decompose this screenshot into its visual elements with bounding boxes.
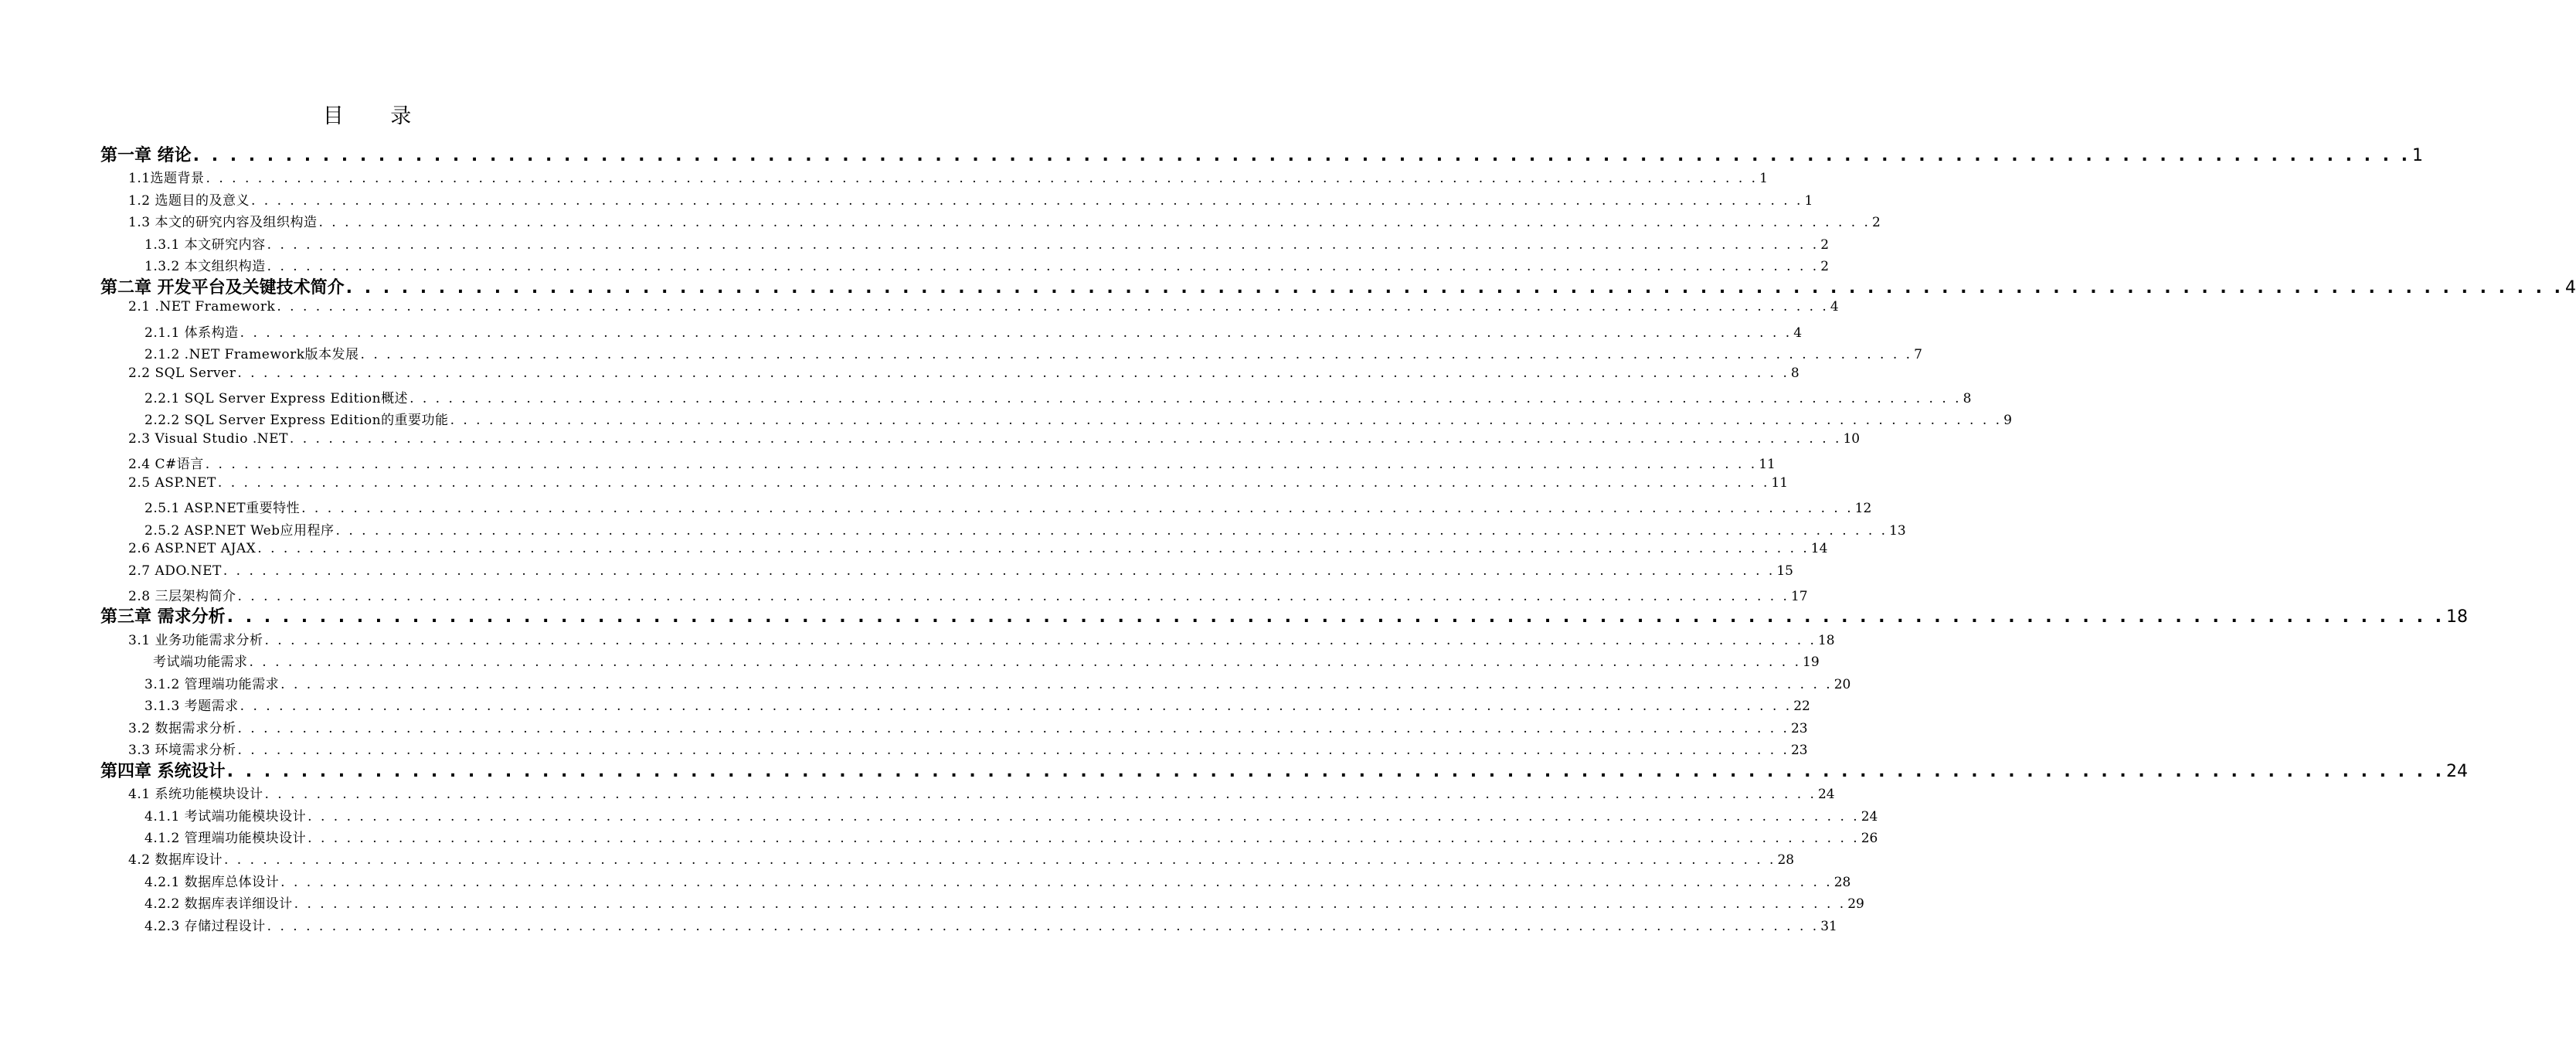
- toc-entry[interactable]: [144, 805, 1878, 827]
- toc-entry[interactable]: [144, 497, 1872, 518]
- toc-dot-leader: . . . . . . . . . . . . . . . . . . . . . . . . . . . . . . . . . . . . . . . . . . . . . . . . . . . . . . . . . . . . . . . . . . . . . . . . . . . . . . . . . . . . . . . . . . . . . . . . . . . . . . . . . . . . . . . . . . . . . . . .: [217, 474, 1770, 491]
- toc-dot-leader: . . . . . . . . . . . . . . . . . . . . . . . . . . . . . . . . . . . . . . . . . . . . . . . . . . . . . . . . . . . . . . . . . . . . . . . . . . . . . . . . . . . . . . . . . . . . . . . . . . . . . . . . . . . . . . . . . . . . . . . .: [237, 743, 1789, 759]
- toc-entry-page-number: 8: [1790, 365, 1799, 381]
- toc-entry[interactable]: [144, 233, 1830, 255]
- toc-entry[interactable]: [153, 651, 1820, 672]
- toc-entry-page-number: 2: [1871, 215, 1881, 231]
- toc-entry[interactable]: [144, 695, 1810, 716]
- toc-entry[interactable]: [144, 387, 1972, 409]
- toc-entry-page-number: 24: [1817, 787, 1835, 803]
- toc-dot-leader: . . . . . . . . . . . . . . . . . . . . . . . . . . . . . . . . . . . . . . . . . . . . . . . . . . . . . . . . . . . . . . . . . . . . . . . . . . . . . . . . . . . . . . . . . . . . . . . . . . . . . . . . . . . . . . . . . . . . . . . .: [345, 277, 2564, 298]
- toc-entry-page-number: 18: [2446, 607, 2469, 627]
- toc-entry-label: 2.7 ADO.NET: [128, 563, 222, 579]
- toc-dot-leader: . . . . . . . . . . . . . . . . . . . . . . . . . . . . . . . . . . . . . . . . . . . . . . . . . . . . . . . . . . . . . . . . . . . . . . . . . . . . . . . . . . . . . . . . . . . . . . . . . . . . . . . . . . . . . . . . . . . . . . . .: [240, 325, 1793, 341]
- toc-dot-leader: . . . . . . . . . . . . . . . . . . . . . . . . . . . . . . . . . . . . . . . . . . . . . . . . . . . . . . . . . . . . . . . . . . . . . . . . . . . . . . . . . . . . . . . . . . . . . . . . . . . . . . . . . . . . . . . . . . . . . . . .: [264, 787, 1816, 803]
- toc-entry-page-number: 4: [2565, 277, 2576, 298]
- toc-entry-page-number: 11: [1771, 474, 1789, 491]
- toc-entry-label: 2.1.2 .NET Framework版本发展: [144, 347, 359, 363]
- toc-entry-label: 2.3 Visual Studio .NET: [128, 430, 288, 447]
- toc-dot-leader: . . . . . . . . . . . . . . . . . . . . . . . . . . . . . . . . . . . . . . . . . . . . . . . . . . . . . . . . . . . . . . . . . . . . . . . . . . . . . . . . . . . . . . . . . . . . . . . . . . . . . . . . . . . . . . . . . . . . . . . .: [237, 589, 1789, 604]
- toc-entry-label: 3.3 环境需求分析: [128, 743, 236, 759]
- toc-dot-leader: . . . . . . . . . . . . . . . . . . . . . . . . . . . . . . . . . . . . . . . . . . . . . . . . . . . . . . . . . . . . . . . . . . . . . . . . . . . . . . . . . . . . . . . . . . . . . . . . . . . . . . . . . . . . . . . . . . . . . . . .: [267, 918, 1820, 934]
- toc-entry-label: 1.3 本文的研究内容及组织构造: [128, 215, 318, 231]
- toc-entry-page-number: 13: [1889, 522, 1906, 539]
- toc-dot-leader: . . . . . . . . . . . . . . . . . . . . . . . . . . . . . . . . . . . . . . . . . . . . . . . . . . . . . . . . . . . . . . . . . . . . . . . . . . . . . . . . . . . . . . . . . . . . . . . . . . . . . . . . . . . . . . . . . . . . . . . .: [308, 830, 1860, 846]
- toc-entry-label: 2.5.2 ASP.NET Web应用程序: [144, 522, 335, 539]
- toc-dot-leader: . . . . . . . . . . . . . . . . . . . . . . . . . . . . . . . . . . . . . . . . . . . . . . . . . . . . . . . . . . . . . . . . . . . . . . . . . . . . . . . . . . . . . . . . . . . . . . . . . . . . . . . . . . . . . . . . . . . . . . . .: [223, 852, 1776, 869]
- toc-entry[interactable]: [144, 827, 1878, 848]
- toc-title: 目 录: [322, 104, 432, 128]
- toc-entry-page-number: 11: [1759, 457, 1776, 473]
- toc-entry-label: 1.1选题背景: [128, 171, 205, 187]
- toc-entry[interactable]: [128, 299, 1839, 321]
- toc-entry-label: 2.4 C#语言: [128, 457, 204, 473]
- toc-entry[interactable]: [128, 474, 1789, 497]
- toc-entry-page-number: 1: [2412, 146, 2424, 165]
- toc-entry-page-number: 28: [1833, 874, 1851, 890]
- toc-entry-label: 2.2.2 SQL Server Express Edition的重要功能: [144, 413, 449, 429]
- toc-entry-page-number: 4: [1830, 299, 1839, 315]
- toc-dot-leader: . . . . . . . . . . . . . . . . . . . . . . . . . . . . . . . . . . . . . . . . . . . . . . . . . . . . . . . . . . . . . . . . . . . . . . . . . . . . . . . . . . . . . . . . . . . . . . . . . . . . . . . . . . . . . . . . . . . . . . . .: [223, 563, 1776, 579]
- toc-dot-leader: . . . . . . . . . . . . . . . . . . . . . . . . . . . . . . . . . . . . . . . . . . . . . . . . . . . . . . . . . . . . . . . . . . . . . . . . . . . . . . . . . . . . . . . . . . . . . . . . . . . . . . . . . . . . . . . . . . . . . . . .: [226, 761, 2445, 781]
- toc-entry-page-number: 4: [1793, 325, 1803, 341]
- toc-dot-leader: . . . . . . . . . . . . . . . . . . . . . . . . . . . . . . . . . . . . . . . . . . . . . . . . . . . . . . . . . . . . . . . . . . . . . . . . . . . . . . . . . . . . . . . . . . . . . . . . . . . . . . . . . . . . . . . . . . . . . . . .: [250, 192, 1803, 209]
- toc-entry[interactable]: [128, 541, 1828, 563]
- toc-entry[interactable]: [128, 167, 1768, 189]
- toc-entry-page-number: 15: [1776, 563, 1793, 579]
- toc-entry[interactable]: [144, 915, 1837, 937]
- toc-entry[interactable]: [100, 604, 2469, 627]
- toc-entry-page-number: 17: [1790, 589, 1808, 604]
- toc-entry-page-number: 23: [1790, 720, 1808, 736]
- toc-entry-label: 2.2 SQL Server: [128, 365, 236, 381]
- toc-entry[interactable]: [144, 409, 2012, 430]
- toc-entry-label: 4.1 系统功能模块设计: [128, 787, 263, 803]
- toc-entry[interactable]: [144, 321, 1803, 343]
- toc-entry-label: 2.1.1 体系构造: [144, 325, 239, 341]
- toc-dot-leader: . . . . . . . . . . . . . . . . . . . . . . . . . . . . . . . . . . . . . . . . . . . . . . . . . . . . . . . . . . . . . . . . . . . . . . . . . . . . . . . . . . . . . . . . . . . . . . . . . . . . . . . . . . . . . . . . . . . . . . . .: [450, 413, 2003, 429]
- toc-entry-label: 1.3.1 本文研究内容: [144, 236, 266, 253]
- toc-entry-page-number: 7: [1914, 347, 1922, 363]
- toc-entry[interactable]: [144, 892, 1864, 914]
- toc-entry[interactable]: [128, 453, 1776, 474]
- toc-entry-label: 4.2.3 存储过程设计: [144, 918, 266, 934]
- toc-entry-label: 2.5 ASP.NET: [128, 474, 216, 491]
- toc-entry-page-number: 1: [1804, 192, 1813, 209]
- toc-dot-leader: . . . . . . . . . . . . . . . . . . . . . . . . . . . . . . . . . . . . . . . . . . . . . . . . . . . . . . . . . . . . . . . . . . . . . . . . . . . . . . . . . . . . . . . . . . . . . . . . . . . . . . . . . . . . . . . . . . . . . . . .: [280, 676, 1833, 692]
- toc-entry-label: 2.1 .NET Framework: [128, 299, 276, 315]
- toc-entry[interactable]: [144, 871, 1851, 892]
- toc-entry-page-number: 19: [1803, 654, 1820, 671]
- toc-dot-leader: . . . . . . . . . . . . . . . . . . . . . . . . . . . . . . . . . . . . . . . . . . . . . . . . . . . . . . . . . . . . . . . . . . . . . . . . . . . . . . . . . . . . . . . . . . . . . . . . . . . . . . . . . . . . . . . . . . . . . . . .: [226, 607, 2445, 627]
- toc-entry-page-number: 23: [1790, 743, 1808, 759]
- toc-entry-page-number: 24: [2446, 761, 2469, 781]
- toc-entry-page-number: 31: [1820, 918, 1837, 934]
- toc-dot-leader: . . . . . . . . . . . . . . . . . . . . . . . . . . . . . . . . . . . . . . . . . . . . . . . . . . . . . . . . . . . . . . . . . . . . . . . . . . . . . . . . . . . . . . . . . . . . . . . . . . . . . . . . . . . . . . . . . . . . . . . .: [267, 259, 1820, 275]
- toc-entry[interactable]: [128, 783, 1835, 804]
- toc-entry-page-number: 24: [1861, 808, 1878, 824]
- toc-entry-page-number: 10: [1843, 430, 1861, 447]
- toc-entry-label: 4.1.2 管理端功能模块设计: [144, 830, 307, 846]
- toc-dot-leader: . . . . . . . . . . . . . . . . . . . . . . . . . . . . . . . . . . . . . . . . . . . . . . . . . . . . . . . . . . . . . . . . . . . . . . . . . . . . . . . . . . . . . . . . . . . . . . . . . . . . . . . . . . . . . . . . . . . . . . . .: [249, 654, 1802, 671]
- toc-entry[interactable]: [128, 563, 1793, 585]
- toc-entry-page-number: 2: [1820, 259, 1830, 275]
- toc-entry-label: 第二章 开发平台及关键技术简介: [100, 277, 345, 298]
- toc-dot-leader: . . . . . . . . . . . . . . . . . . . . . . . . . . . . . . . . . . . . . . . . . . . . . . . . . . . . . . . . . . . . . . . . . . . . . . . . . . . . . . . . . . . . . . . . . . . . . . . . . . . . . . . . . . . . . . . . . . . . . . . .: [277, 299, 1829, 315]
- toc-entry[interactable]: [128, 365, 1799, 387]
- toc-entry-page-number: 22: [1793, 699, 1810, 715]
- toc-entry-page-number: 29: [1847, 896, 1864, 913]
- toc-dot-leader: . . . . . . . . . . . . . . . . . . . . . . . . . . . . . . . . . . . . . . . . . . . . . . . . . . . . . . . . . . . . . . . . . . . . . . . . . . . . . . . . . . . . . . . . . . . . . . . . . . . . . . . . . . . . . . . . . . . . . . . .: [206, 171, 1759, 187]
- toc-dot-leader: . . . . . . . . . . . . . . . . . . . . . . . . . . . . . . . . . . . . . . . . . . . . . . . . . . . . . . . . . . . . . . . . . . . . . . . . . . . . . . . . . . . . . . . . . . . . . . . . . . . . . . . . . . . . . . . . . . . . . . . .: [237, 720, 1789, 736]
- toc-entry-label: 第四章 系统设计: [100, 761, 226, 781]
- toc-dot-leader: . . . . . . . . . . . . . . . . . . . . . . . . . . . . . . . . . . . . . . . . . . . . . . . . . . . . . . . . . . . . . . . . . . . . . . . . . . . . . . . . . . . . . . . . . . . . . . . . . . . . . . . . . . . . . . . . . . . . . . . .: [240, 699, 1793, 715]
- toc-entry-page-number: 20: [1833, 676, 1851, 692]
- toc-entry-page-number: 8: [1963, 390, 1972, 406]
- toc-entry-label: 2.6 ASP.NET AJAX: [128, 541, 257, 557]
- toc-entry[interactable]: [100, 142, 2424, 165]
- toc-entry-label: 3.1.2 管理端功能需求: [144, 676, 280, 692]
- toc-dot-leader: . . . . . . . . . . . . . . . . . . . . . . . . . . . . . . . . . . . . . . . . . . . . . . . . . . . . . . . . . . . . . . . . . . . . . . . . . . . . . . . . . . . . . . . . . . . . . . . . . . . . . . . . . . . . . . . . . . . . . . . .: [289, 430, 1842, 447]
- toc-dot-leader: . . . . . . . . . . . . . . . . . . . . . . . . . . . . . . . . . . . . . . . . . . . . . . . . . . . . . . . . . . . . . . . . . . . . . . . . . . . . . . . . . . . . . . . . . . . . . . . . . . . . . . . . . . . . . . . . . . . . . . . .: [237, 365, 1789, 381]
- toc-dot-leader: . . . . . . . . . . . . . . . . . . . . . . . . . . . . . . . . . . . . . . . . . . . . . . . . . . . . . . . . . . . . . . . . . . . . . . . . . . . . . . . . . . . . . . . . . . . . . . . . . . . . . . . . . . . . . . . . . . . . . . . .: [301, 501, 1854, 517]
- toc-dot-leader: . . . . . . . . . . . . . . . . . . . . . . . . . . . . . . . . . . . . . . . . . . . . . . . . . . . . . . . . . . . . . . . . . . . . . . . . . . . . . . . . . . . . . . . . . . . . . . . . . . . . . . . . . . . . . . . . . . . . . . . .: [308, 808, 1860, 824]
- toc-entry-label: 2.5.1 ASP.NET重要特性: [144, 501, 301, 517]
- toc-entry[interactable]: [100, 758, 2469, 781]
- toc-entry[interactable]: [144, 673, 1851, 695]
- toc-entry-page-number: 14: [1810, 541, 1828, 557]
- toc-dot-leader: . . . . . . . . . . . . . . . . . . . . . . . . . . . . . . . . . . . . . . . . . . . . . . . . . . . . . . . . . . . . . . . . . . . . . . . . . . . . . . . . . . . . . . . . . . . . . . . . . . . . . . . . . . . . . . . . . . . . . . . .: [205, 457, 1758, 473]
- toc-entry[interactable]: [128, 430, 1861, 453]
- toc-entry-label: 2.8 三层架构简介: [128, 589, 236, 604]
- toc-entry-label: 3.2 数据需求分析: [128, 720, 236, 736]
- toc-dot-leader: . . . . . . . . . . . . . . . . . . . . . . . . . . . . . . . . . . . . . . . . . . . . . . . . . . . . . . . . . . . . . . . . . . . . . . . . . . . . . . . . . . . . . . . . . . . . . . . . . . . . . . . . . . . . . . . . . . . . . . . .: [192, 146, 2411, 165]
- toc-entry-label: 第三章 需求分析: [100, 607, 226, 627]
- toc-entry[interactable]: [128, 629, 1835, 651]
- toc-entry-page-number: 9: [2003, 413, 2012, 429]
- toc-dot-leader: . . . . . . . . . . . . . . . . . . . . . . . . . . . . . . . . . . . . . . . . . . . . . . . . . . . . . . . . . . . . . . . . . . . . . . . . . . . . . . . . . . . . . . . . . . . . . . . . . . . . . . . . . . . . . . . . . . . . . . . .: [294, 896, 1847, 913]
- toc-entry-label: 第一章 绪论: [100, 146, 192, 165]
- toc-entry-page-number: 26: [1861, 830, 1878, 846]
- toc-entry-label: 1.3.2 本文组织构造: [144, 259, 266, 275]
- toc-dot-leader: . . . . . . . . . . . . . . . . . . . . . . . . . . . . . . . . . . . . . . . . . . . . . . . . . . . . . . . . . . . . . . . . . . . . . . . . . . . . . . . . . . . . . . . . . . . . . . . . . . . . . . . . . . . . . . . . . . . . . . . .: [360, 347, 1913, 363]
- toc-entry-label: 4.2.2 数据库表详细设计: [144, 896, 293, 913]
- toc-entry-label: 4.2.1 数据库总体设计: [144, 874, 280, 890]
- toc-entry-label: 2.2.1 SQL Server Express Edition概述: [144, 390, 409, 406]
- toc-entry-page-number: 28: [1777, 852, 1795, 869]
- toc-dot-leader: . . . . . . . . . . . . . . . . . . . . . . . . . . . . . . . . . . . . . . . . . . . . . . . . . . . . . . . . . . . . . . . . . . . . . . . . . . . . . . . . . . . . . . . . . . . . . . . . . . . . . . . . . . . . . . . . . . . . . . . .: [267, 236, 1820, 253]
- toc-entry-label: 4.1.1 考试端功能模块设计: [144, 808, 307, 824]
- toc-entry[interactable]: [128, 717, 1808, 739]
- toc-dot-leader: . . . . . . . . . . . . . . . . . . . . . . . . . . . . . . . . . . . . . . . . . . . . . . . . . . . . . . . . . . . . . . . . . . . . . . . . . . . . . . . . . . . . . . . . . . . . . . . . . . . . . . . . . . . . . . . . . . . . . . . .: [318, 215, 1871, 231]
- toc-entry-label: 4.2 数据库设计: [128, 852, 223, 869]
- toc-entry[interactable]: [128, 189, 1813, 211]
- toc-entry-label: 考试端功能需求: [153, 654, 248, 671]
- toc-entry-page-number: 1: [1759, 171, 1768, 187]
- toc-dot-leader: . . . . . . . . . . . . . . . . . . . . . . . . . . . . . . . . . . . . . . . . . . . . . . . . . . . . . . . . . . . . . . . . . . . . . . . . . . . . . . . . . . . . . . . . . . . . . . . . . . . . . . . . . . . . . . . . . . . . . . . .: [410, 390, 1962, 406]
- toc-entry-label: 3.1.3 考题需求: [144, 699, 239, 715]
- toc-entry-label: 1.2 选题目的及意义: [128, 192, 250, 209]
- toc-entry[interactable]: [128, 848, 1795, 870]
- toc-entry-page-number: 2: [1820, 236, 1830, 253]
- toc-dot-leader: . . . . . . . . . . . . . . . . . . . . . . . . . . . . . . . . . . . . . . . . . . . . . . . . . . . . . . . . . . . . . . . . . . . . . . . . . . . . . . . . . . . . . . . . . . . . . . . . . . . . . . . . . . . . . . . . . . . . . . . .: [257, 541, 1810, 557]
- toc-entry[interactable]: [144, 519, 1906, 541]
- toc-entry[interactable]: [100, 274, 2576, 298]
- toc-entry[interactable]: [128, 211, 1881, 233]
- toc-dot-leader: . . . . . . . . . . . . . . . . . . . . . . . . . . . . . . . . . . . . . . . . . . . . . . . . . . . . . . . . . . . . . . . . . . . . . . . . . . . . . . . . . . . . . . . . . . . . . . . . . . . . . . . . . . . . . . . . . . . . . . . .: [335, 522, 1888, 539]
- toc-entry-label: 3.1 业务功能需求分析: [128, 632, 263, 648]
- toc-dot-leader: . . . . . . . . . . . . . . . . . . . . . . . . . . . . . . . . . . . . . . . . . . . . . . . . . . . . . . . . . . . . . . . . . . . . . . . . . . . . . . . . . . . . . . . . . . . . . . . . . . . . . . . . . . . . . . . . . . . . . . . .: [280, 874, 1833, 890]
- toc-dot-leader: . . . . . . . . . . . . . . . . . . . . . . . . . . . . . . . . . . . . . . . . . . . . . . . . . . . . . . . . . . . . . . . . . . . . . . . . . . . . . . . . . . . . . . . . . . . . . . . . . . . . . . . . . . . . . . . . . . . . . . . .: [264, 632, 1816, 648]
- toc-entry[interactable]: [144, 343, 1922, 365]
- toc-entry-page-number: 12: [1854, 501, 1872, 517]
- toc-entry-page-number: 18: [1817, 632, 1835, 648]
